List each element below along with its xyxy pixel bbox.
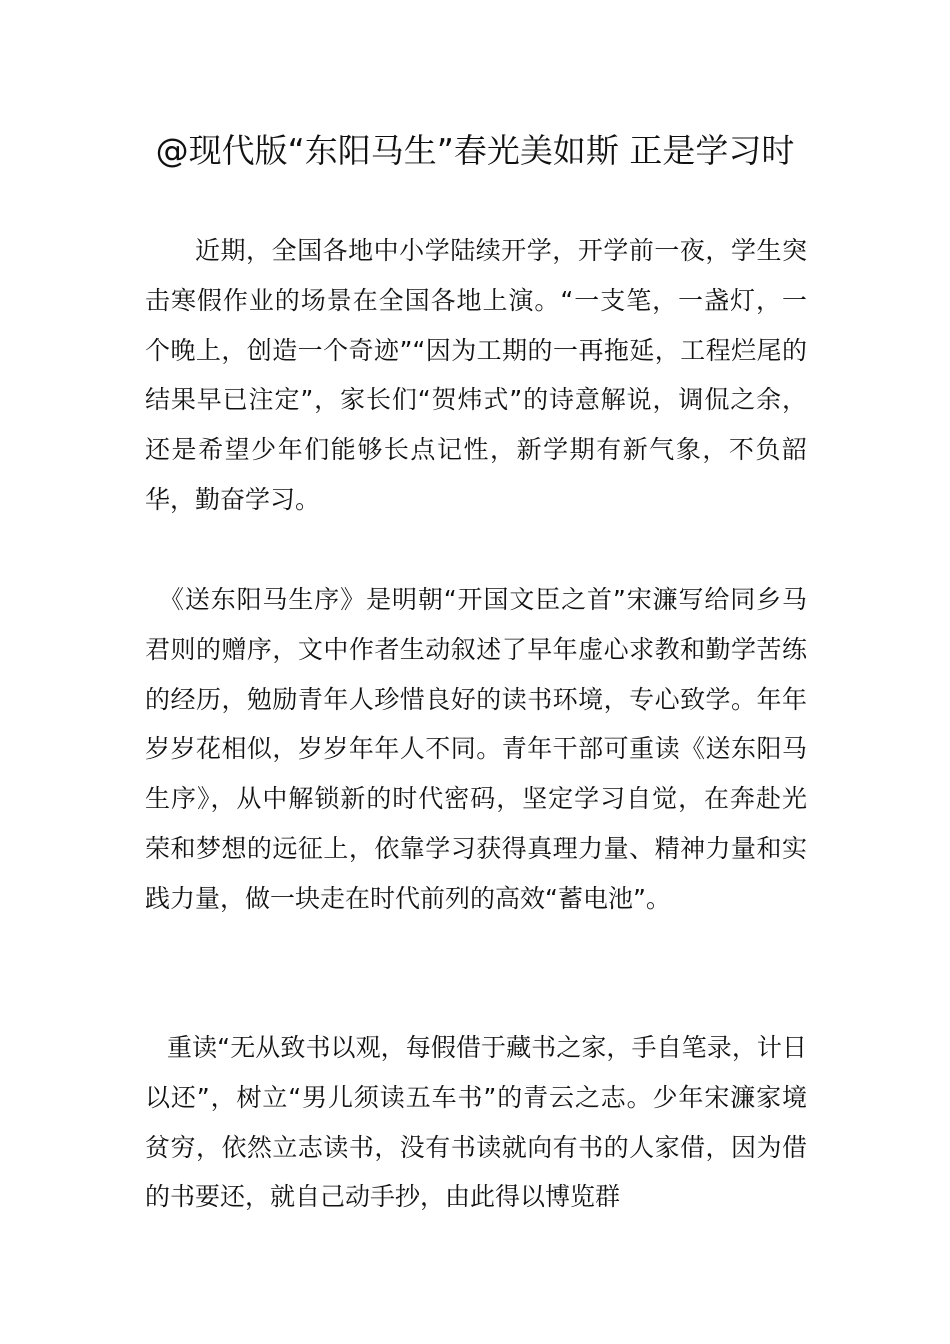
paragraph-3: 重读“无从致书以观，每假借于藏书之家，手自笔录，计日以还”，树立“男儿须读五车书”的青云之志。少年宋濂家境贫穷，依然立志读书，没有书读就向有书的人家借，因为借的书要还，就自己动手抄，由此得以博览群	[145, 1033, 807, 1212]
paragraph-1: 近期，全国各地中小学陆续开学，开学前一夜，学生突击寒假作业的场景在全国各地上演。“一支笔，一盏灯，一个晚上，创造一个奇迹”“因为工期的一再拖延，工程烂尾的结果早已注定”，家长们“贺炜式”的诗意解说，调侃之余，还是希望少年们能够长点记性，新学期有新气象，不负韶华，勤奋学习。	[145, 236, 807, 514]
document-title: @现代版“东阳马生”春光美如斯 正是学习时	[155, 131, 795, 170]
paragraph-2: 《送东阳马生序》是明朝“开国文臣之首”宋濂写给同乡马君则的赠序，文中作者生动叙述了早年虚心求教和勤学苦练的经历，勉励青年人珍惜良好的读书环境，专心致学。年年岁岁花相似，岁岁年年人不同。青年干部可重读《送东阳马生序》，从中解锁新的时代密码，坚定学习自觉，在奔赴光荣和梦想的远征上，依靠学习获得真理力量、精神力量和实践力量，做一块走在时代前列的高效“蓄电池”。	[145, 585, 807, 913]
